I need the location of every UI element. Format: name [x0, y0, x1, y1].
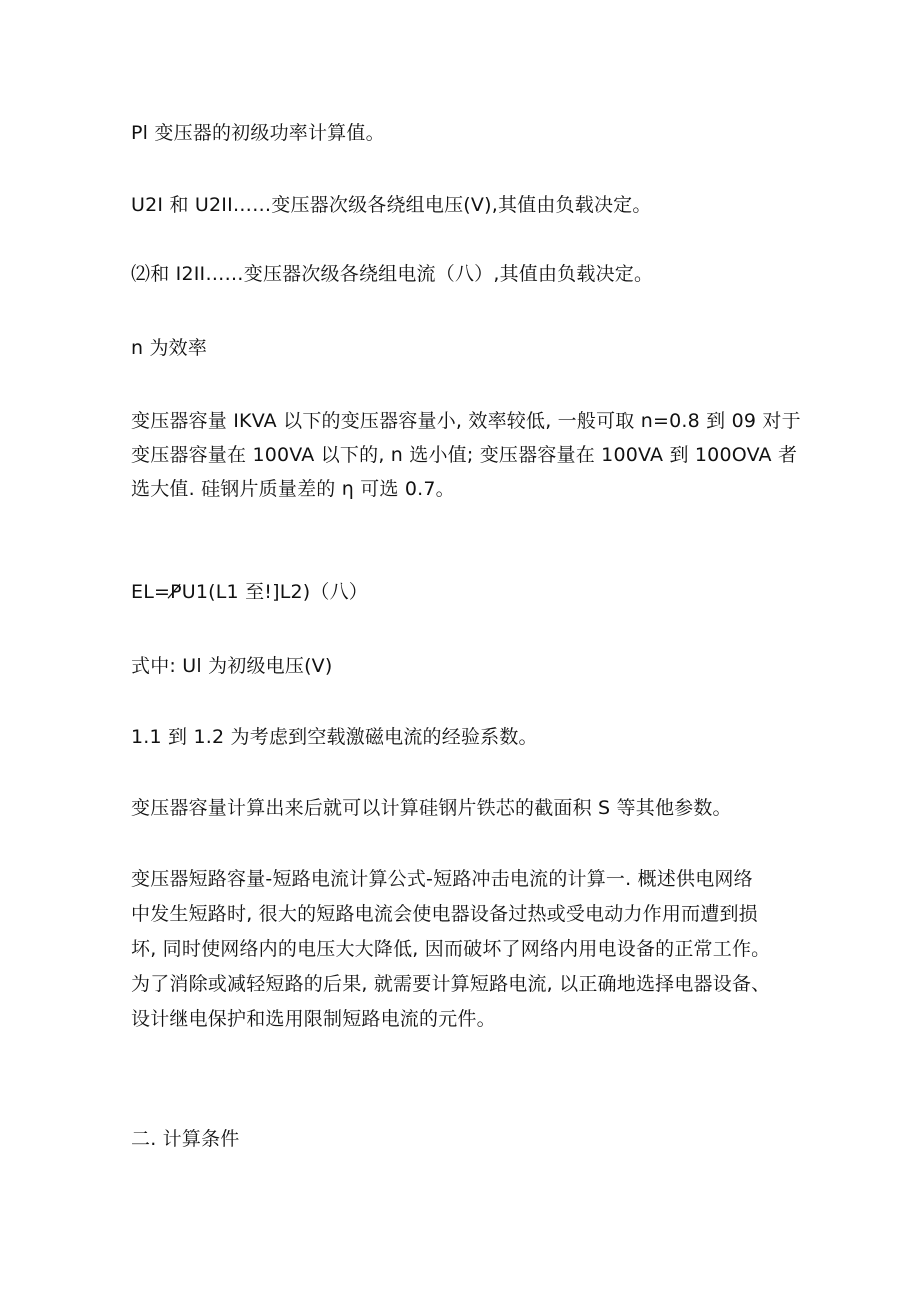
text-line: Pl 变压器的初级功率计算值。: [131, 122, 385, 144]
text-line: 式中: Ul 为初级电压(V): [131, 655, 333, 677]
section-heading-calculation-conditions: [131, 1124, 801, 1155]
text-line: 变压器容量在 100VA 以下的, n 选小值; 变压器容量在 100VA 到 100OVA 者: [131, 444, 798, 466]
text-line: 二. 计算条件: [131, 1128, 240, 1150]
text-line: 坏, 同时使网络内的电压大大降低, 因而破坏了网络内用电设备的正常工作。: [131, 938, 771, 960]
text-line: 变压器容量 IKVA 以下的变压器容量小, 效率较低, 一般可取 n=0.8 到 09 对于: [131, 410, 801, 432]
paragraph-short-circuit-overview: [131, 862, 801, 1037]
text-line: 变压器容量计算出来后就可以计算硅钢片铁芯的截面积 S 等其他参数。: [131, 797, 732, 819]
text-line: 中发生短路时, 很大的短路电流会使电器设备过热或受电动力作用而遭到损: [131, 903, 758, 925]
paragraph-efficiency: [131, 333, 801, 364]
text-line: EL=P̸U1(L1 至!]L2)（八）: [131, 581, 369, 603]
paragraph-core-cross-section: [131, 793, 801, 824]
text-line: U2I 和 U2II……变压器次级各绕组电压(V),其值由负载决定。: [131, 194, 652, 216]
paragraph-primary-power: [131, 118, 801, 149]
paragraph-secondary-voltage: [131, 190, 801, 221]
text-line: 变压器短路容量-短路电流计算公式-短路冲击电流的计算一. 概述供电网络: [131, 868, 753, 890]
text-line: n 为效率: [131, 337, 208, 359]
paragraph-empirical-coefficient: [131, 722, 801, 753]
text-line: 1.1 到 1.2 为考虑到空载激磁电流的经验系数。: [131, 726, 538, 748]
text-line: ⑵和 I2II……变压器次级各绕组电流（八）,其值由负载决定。: [131, 263, 654, 285]
paragraph-efficiency-detail: [131, 404, 801, 506]
paragraph-formula: [131, 577, 801, 608]
text-line: 选大值. 硅钢片质量差的 η 可选 0.7。: [131, 478, 455, 500]
paragraph-where-clause: [131, 651, 801, 682]
text-line: 为了消除或减轻短路的后果, 就需要计算短路电流, 以正确地选择电器设备、: [131, 973, 771, 995]
text-line: 设计继电保护和选用限制短路电流的元件。: [131, 1008, 496, 1030]
paragraph-secondary-current: [131, 259, 801, 290]
